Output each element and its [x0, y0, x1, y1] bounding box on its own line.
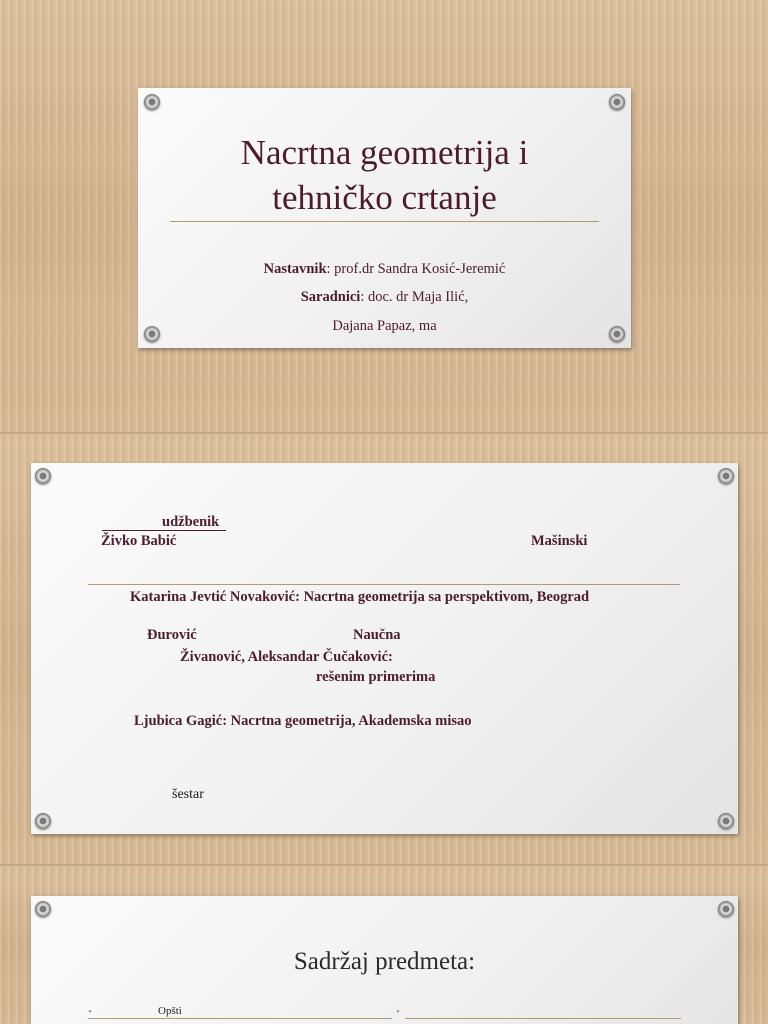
authors-3: Živanović, Aleksandar Čučaković: [180, 649, 393, 665]
contents-card [31, 896, 738, 1024]
title-divider [170, 221, 599, 222]
slide-title-heading [138, 130, 631, 220]
slide-literature [0, 434, 768, 864]
pin-icon [35, 468, 51, 484]
pin-icon [144, 94, 160, 110]
pin-icon [35, 813, 51, 829]
assistants-value: : doc. dr Maja Ilić, [360, 289, 469, 305]
assistants-line [138, 289, 631, 306]
title-line-2: tehničko crtanje [272, 178, 497, 217]
pin-icon [718, 813, 734, 829]
durovic-text: Đurović [147, 627, 197, 643]
teacher-value: : prof.dr Sandra Kosić-Jeremić [326, 261, 506, 277]
sestar-text: šestar [172, 787, 204, 802]
contents-divider-left [88, 1018, 392, 1019]
pin-icon [35, 901, 51, 917]
pin-icon [718, 901, 734, 917]
pin-icon [609, 94, 625, 110]
teacher-label: Nastavnik [263, 261, 327, 277]
contents-item-1: Opšti [158, 1005, 182, 1017]
book-2: Katarina Jevtić Novaković: Nacrtna geometrija sa perspektivom, Beograd [130, 589, 590, 605]
udzbenik-label: udžbenik [162, 514, 220, 530]
contents-title: Sadržaj predmeta: [293, 948, 476, 975]
bullet-icon: • [396, 1006, 400, 1018]
contents-divider-right [405, 1018, 681, 1019]
slide-title [0, 0, 768, 432]
teacher-line [138, 261, 631, 278]
resenim-text: rešenim primerima [316, 669, 436, 685]
author-1: Živko Babić [101, 533, 177, 549]
assistants-label: Saradnici [300, 289, 361, 305]
book-4: Ljubica Gagić: Nacrtna geometrija, Akademska misao [134, 713, 472, 729]
pin-icon [718, 468, 734, 484]
literature-card [31, 463, 738, 834]
title-line-1: Nacrtna geometrija i [240, 133, 529, 172]
slide-contents [0, 866, 768, 1024]
literature-divider [88, 584, 680, 585]
naucna-text: Naučna [353, 627, 401, 643]
assistant-2: Dajana Papaz, ma [332, 318, 437, 334]
masinski-text: Mašinski [531, 533, 588, 549]
bullet-icon: • [88, 1006, 92, 1018]
title-card [138, 88, 631, 348]
